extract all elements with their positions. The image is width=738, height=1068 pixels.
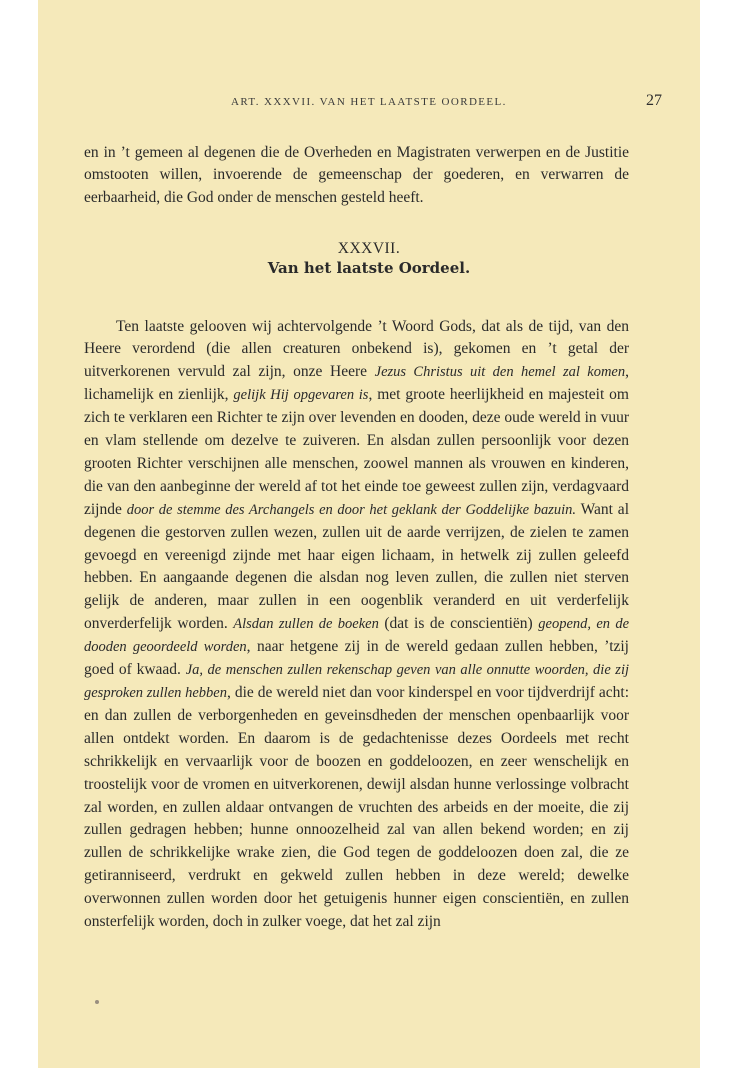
running-head: ART. XXXVII. VAN HET LAATSTE OORDEEL. <box>231 96 507 108</box>
page-number: 27 <box>646 92 662 109</box>
body-italic: Alsdan zullen de boeken <box>233 616 379 633</box>
body-text: , lichamelijk en zienlijk, <box>84 363 629 404</box>
body-italic: door de stemme des Archangels en door het geklank der Goddelijke bazuin. <box>126 501 576 518</box>
body-italic: geopend, en de dooden geoordeeld worden <box>84 616 629 656</box>
body-text: (dat is de conscientiën) <box>378 615 539 633</box>
body-text: Want al degenen die gestorven zullen wezen, zullen uit de aarde verrijzen, de zielen te zamen gevoegd en vereenigd zijnde met haar eigen lichaam, in hetwelk zij zullen geleefd hebben. En aangaande degenen die alsdan nog leven zullen, die zullen niet sterven gelijk de anderen, maar zullen in een oogenblik veranderd en uit verderfelijk onverderfelijk worden. <box>84 500 629 633</box>
paper-spot <box>95 1000 99 1004</box>
article-body <box>84 316 629 934</box>
body-italic: gelijk Hij opgevaren is <box>233 387 369 404</box>
body-italic: Jezus Christus uit den hemel zal komen <box>374 364 626 381</box>
body-italic: Ja, de menschen zullen rekenschap geven van alle onnutte woorden, die zij gesproken zullen hebben <box>84 662 629 701</box>
body-text: , die de wereld niet dan voor kinderspel en voor tijdverdrijf acht: en dan zullen de verborgenheden en geveinsdheden der menschen openbaarlijk voor allen ontdekt worden. En daarom is de gedachtenisse dezes Oordeels met recht schrikkelijk en vervaarlijk voor de boozen en goddeloozen, en zeer wenschelijk en troostelijk voor de vromen en uitverkorenen, dewijl alsdan hunne verlossinge volbracht zal worden, en zullen aldaar ontvangen de vruchten des arbeids en der moeite, die zij zullen gedragen hebben; hunne onnoozelheid zal van allen bekend worden; en zij zullen de schrikkelijke wrake zien, die God tegen de goddeloozen doen zal, die ze getiranniseerd, verdrukt en gekweld zullen hebben in deze wereld; dewelke overwonnen zullen worden door het getuigenis hunner eigen conscientiën, en zullen onsterfelijk worden, doch in zulker voege, dat het zal zijn <box>84 684 630 931</box>
article-title: Van het laatste Oordeel. <box>267 259 471 277</box>
body-text: , naar hetgene zij in de wereld gedaan zullen hebben, ’tzij goed of kwaad. <box>84 638 629 679</box>
body-text: , met groote heerlijkheid en majesteit om zich te verklaren een Richter te zijn over levenden en dooden, deze oude wereld in vuur en vlam stellende om dezelve te zuiveren. En alsdan zullen persoonlijk voor dezen grooten Richter verschijnen alle menschen, zoowel mannen als vrouwen en kinderen, die van den aanbeginne der wereld af tot het einde toe geweest zullen zijn, verdagvaard zijnde <box>84 386 629 518</box>
intro-paragraph: en in ’t gemeen al degenen die de Overheden en Magistraten verwerpen en de Justitie omstooten willen, invoerende de gemeenschap der goederen, en verwarren de eerbaarheid, die God onder de menschen gesteld heeft. <box>84 143 629 207</box>
page-header <box>231 92 662 112</box>
body-text: Ten laatste gelooven wij achtervolgende ’t Woord Gods, dat als de tijd, van den Heere verordend (die allen creaturen onbekend is), gekomen en ’t getal der uitverkorenen vervuld zal zijn, onze Heere <box>84 317 629 381</box>
article-number: XXXVII. <box>337 240 401 257</box>
